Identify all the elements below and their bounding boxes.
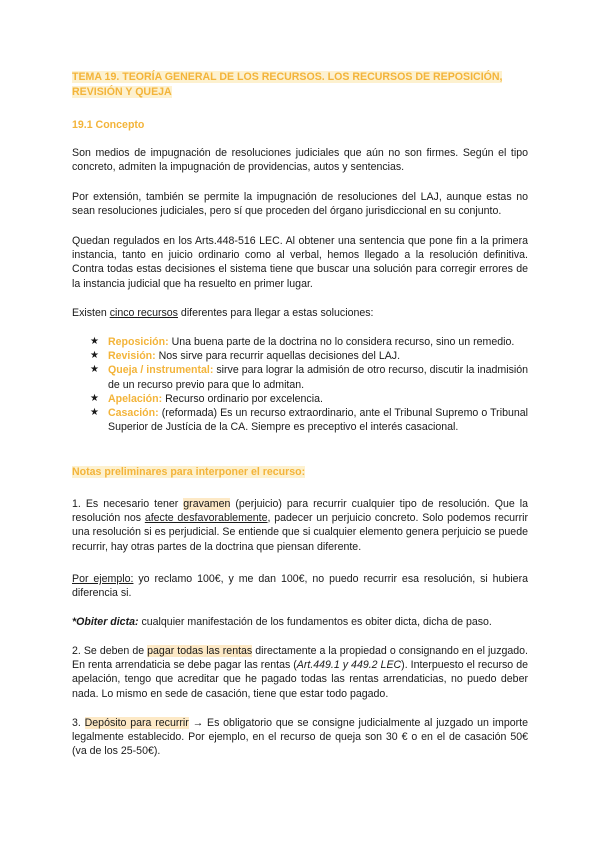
cinco-recursos-underlined: cinco recursos <box>109 307 178 319</box>
star-icon: ★ <box>90 392 99 404</box>
afecte-underlined: afecte desfavorablemente <box>144 512 268 525</box>
example-paragraph: Por ejemplo: yo reclamo 100€, y me dan 100€, no puedo recurrir esa resolución, si hubiera diferencia si. <box>72 573 528 600</box>
paragraph-2: Por extensión, también se permite la impugnación de resoluciones del LAJ, aunque estas no sean resoluciones judiciales, pero sí que proceden del órgano jurisdiccional en su conjunto. <box>72 191 528 218</box>
note-3: 3. Depósito para recurrir → Es obligatorio que se consigne judicialmente al juzgado un importe legalmente establecido. Por ejemplo, en el recurso de queja son 30 € o en el de casación 50€ (va de los 25-50€). <box>72 717 529 758</box>
note-1: 1. Es necesario tener gravamen (perjuicio) para recurrir cualquier tipo de resolución. Que la resolución nos afecte desfavorablemente, padecer un perjuicio concreto. Solo podemos recurrir una resolución si es perjudicial. Se entiende que si cualquier elemento genera perjuicio se puede recurrir, hay otras partes de la doctrina que piensan diferente. <box>72 498 528 553</box>
rentas-highlight: pagar todas las rentas <box>147 645 253 657</box>
list-item: ★ Apelación: Recurso ordinario por excelencia. <box>90 392 323 405</box>
list-item: ★ Queja / instrumental: sirve para lograr la admisión de otro recurso, discutir la inadmisión de un recurso previo para que lo admitan. <box>90 364 528 391</box>
star-icon: ★ <box>90 407 99 419</box>
list-item: ★ Casación: (reformada) Es un recurso extraordinario, ante el Tribunal Supremo o Tribunal Superior de Justícia de la CA. Siempre es preceptivo el interés casacional. <box>90 407 528 434</box>
section-heading: 19.1 Concepto <box>72 119 145 131</box>
list-item: ★ Revisión: Nos sirve para recurrir aquellas decisiones del LAJ. <box>90 350 401 363</box>
note-2: 2. Se deben de pagar todas las rentas directamente a la propiedad o consignando en el juzgado. En renta arrendaticia se debe pagar las rentas (Art.449.1 y 449.2 LEC). Interpuesto el recurso de apelación, tengo que acreditar que he pagado todas las rentas arrendaticias, no puedo deber nada. Lo mismo en sede de casación, tiene que estar todo pagado. <box>72 645 529 700</box>
title-line-2: REVISIÓN Y QUEJA <box>72 85 172 98</box>
list-item: ★ Reposición: Una buena parte de la doctrina no lo considera recurso, sino un remedio. <box>90 336 515 348</box>
paragraph-4: Existen cinco recursos diferentes para llegar a estas soluciones: <box>72 307 374 319</box>
paragraph-1: Son medios de impugnación de resoluciones judiciales que aún no son firmes. Según el tipo concreto, admiten la impugnación de providencias, autos y sentencias. <box>72 147 528 174</box>
notes-heading: Notas preliminares para interponer el recurso: <box>72 466 306 478</box>
recursos-list <box>72 335 528 434</box>
page-title <box>72 70 528 99</box>
title-line-1: TEMA 19. TEORÍA GENERAL DE LOS RECURSOS. LOS RECURSOS DE REPOSICIÓN, <box>72 71 503 83</box>
paragraph-3: Quedan regulados en los Arts.448-516 LEC. Al obtener una sentencia que pone fin a la primera instancia, tanto en juicio ordinario como al verbal, hemos llegado a la resolución definitiva. Contra todas estas decisiones el sistema tiene que buscar una solución para corregir errores de la instancia judicial que ha resuelto en primer lugar. <box>72 235 528 290</box>
document-body <box>72 70 529 758</box>
deposito-highlight: Depósito para recurrir <box>84 717 189 729</box>
gravamen-highlight: gravamen <box>183 498 231 510</box>
star-icon: ★ <box>90 350 99 362</box>
star-icon: ★ <box>90 364 99 376</box>
obiter-paragraph: *Obiter dicta: cualquier manifestación de los fundamentos es obiter dicta, dicha de paso. <box>72 616 492 628</box>
star-icon: ★ <box>90 336 99 347</box>
